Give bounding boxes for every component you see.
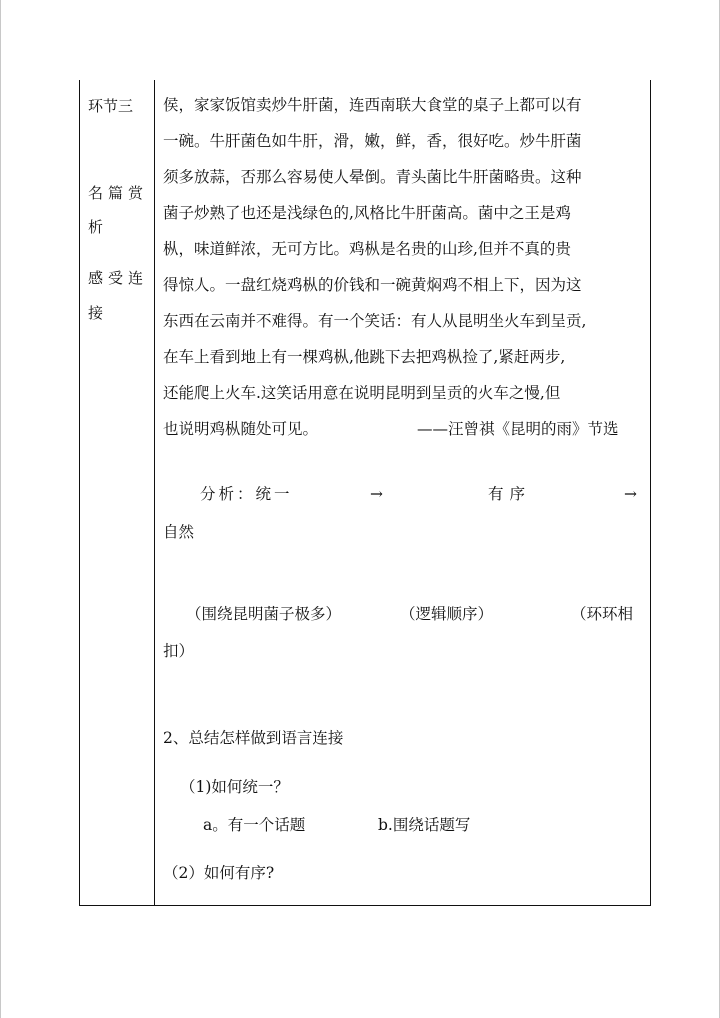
note-1: （围绕昆明菌子极多） (186, 605, 342, 623)
summary-heading: 2、总结怎样做到语言连接 (163, 729, 344, 747)
page-edge-left (0, 0, 1, 1018)
section-title-line1: 名篇赏 (88, 184, 149, 202)
passage-citation: ——汪曾祺《昆明的雨》节选 (417, 420, 619, 438)
column-divider (154, 80, 155, 906)
note-3-part-2: 扣） (163, 642, 195, 660)
passage-line-8: 在车上看到地上有一棵鸡枞,他跳下去把鸡枞捡了,紧赶两步, (163, 348, 566, 366)
section-title-line3: 感受连 (88, 269, 149, 287)
section-title-line4: 接 (88, 304, 104, 322)
note-2: （逻辑顺序） (400, 605, 494, 623)
analysis-label: 分析：统一 (200, 485, 293, 503)
note-3-part-1: （环环相 (571, 605, 634, 623)
analysis-arrow-2: → (624, 485, 637, 503)
passage-line-10: 也说明鸡枞随处可见。 (163, 420, 319, 438)
passage-line-3: 须多放蒜，否那么容易使人晕倒。青头菌比牛肝菌略贵。这种 (163, 168, 582, 186)
passage-line-6: 得惊人。一盘红烧鸡枞的价钱和一碗黄焖鸡不相上下，因为这 (163, 276, 582, 294)
analysis-last: 自然 (163, 523, 195, 541)
summary-answer-a: a。有一个话题 (203, 816, 306, 834)
passage-line-7: 东西在云南并不难得。有一个笑话：有人从昆明坐火车到呈贡, (163, 312, 587, 330)
passage-line-4: 菌子炒熟了也还是浅绿色的,风格比牛肝菌高。菌中之王是鸡 (163, 204, 571, 222)
passage-line-5: 枞，味道鲜浓，无可方比。鸡枞是名贵的山珍,但并不真的贵 (163, 240, 571, 258)
passage-line-1: 侯，家家饭馆卖炒牛肝菌，连西南联大食堂的桌子上都可以有 (163, 96, 582, 114)
summary-answer-b: b.围绕话题写 (378, 816, 471, 834)
analysis-arrow-1: → (370, 485, 383, 503)
passage-line-9: 还能爬上火车.这笑话用意在说明昆明到呈贡的火车之慢,但 (163, 384, 561, 402)
section-title-line2: 析 (88, 218, 104, 236)
section-label: 环节三 (88, 97, 134, 115)
passage-line-2: 一碗。牛肝菌色如牛肝，滑，嫩，鲜，香，很好吃。炒牛肝菌 (163, 132, 582, 150)
analysis-middle: 有序 (488, 485, 532, 503)
summary-question-2: （2）如何有序? (163, 864, 275, 882)
summary-question-1: （1)如何统一？ (180, 778, 289, 796)
